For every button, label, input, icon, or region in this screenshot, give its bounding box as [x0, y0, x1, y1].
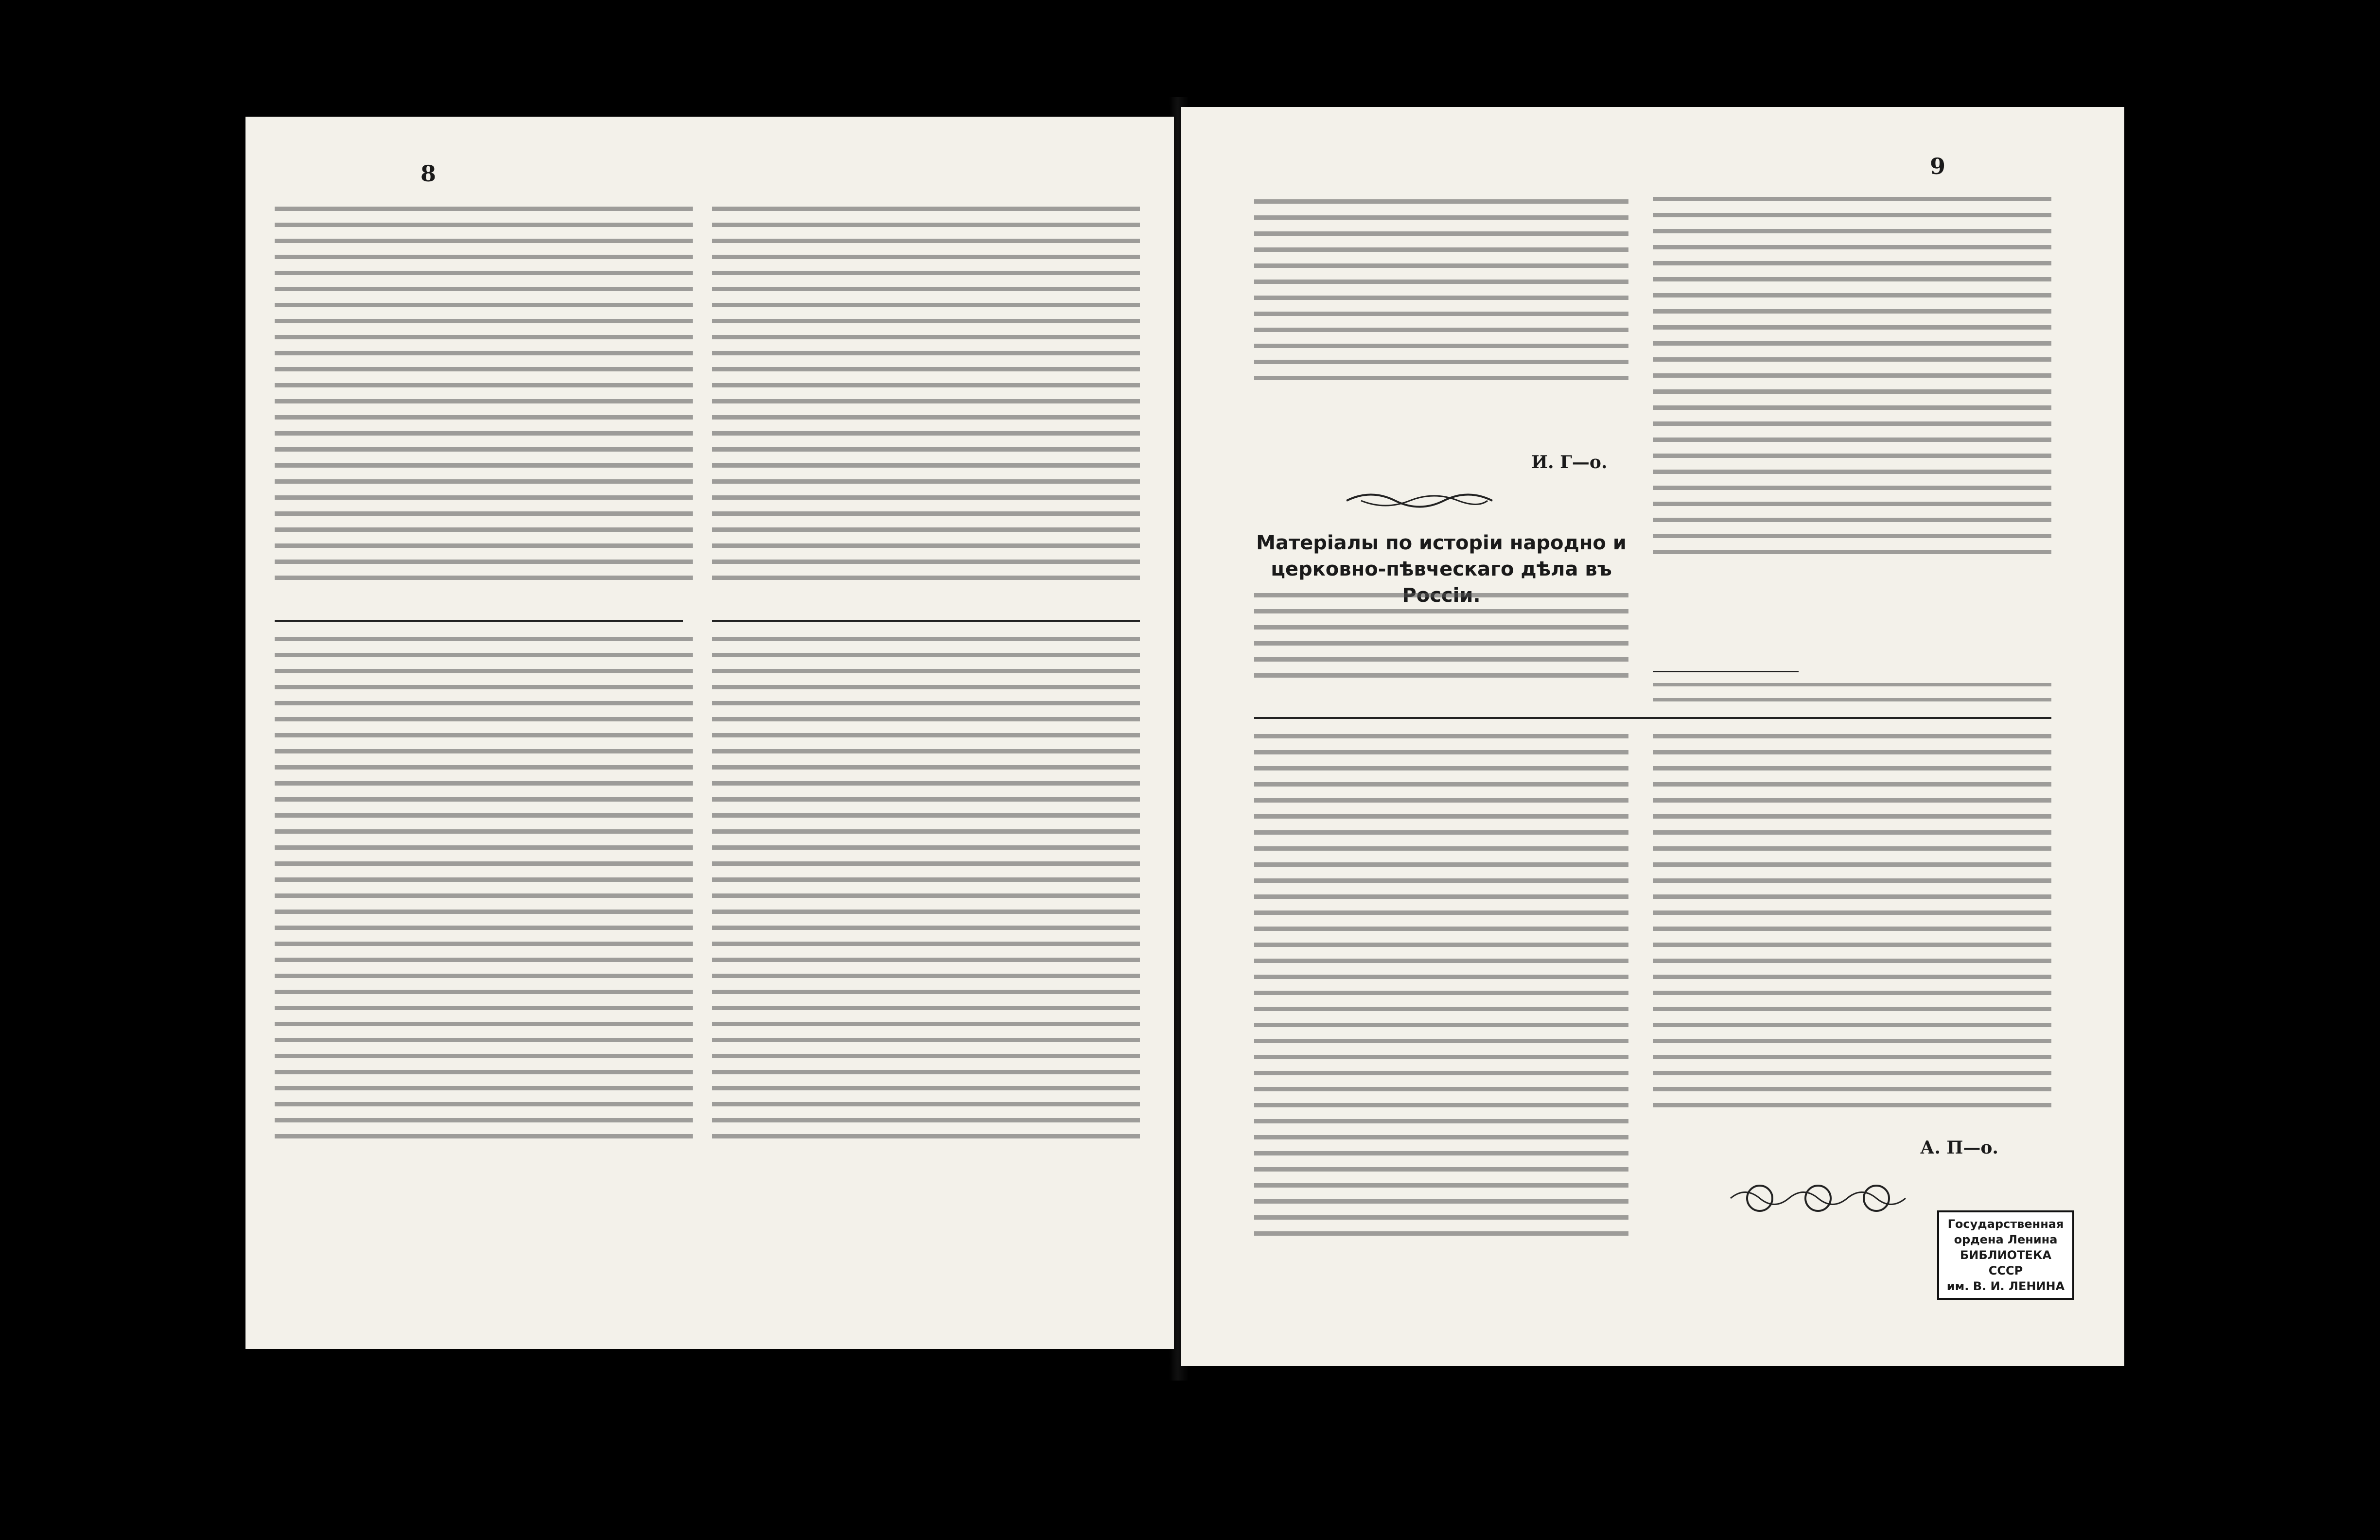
right-column-1-intro — [1254, 593, 1628, 689]
footnote-lines — [1653, 683, 2051, 713]
left-page — [245, 117, 1174, 1349]
left-column-2-bottom — [712, 637, 1140, 1150]
page-number-left: 8 — [420, 160, 437, 187]
right-column-2-top — [1653, 197, 2051, 566]
signature-first: И. Г—о. — [1531, 452, 1608, 472]
ornament-divider-bottom — [1726, 1181, 1910, 1215]
signature-second: А. П—о. — [1920, 1138, 1998, 1158]
page-number-right: 9 — [1930, 153, 1946, 179]
stamp-line-1: Государственная — [1947, 1217, 2064, 1231]
right-page-divider — [1254, 717, 2051, 719]
stamp-line-2: ордена Ленина — [1954, 1233, 2058, 1246]
right-page — [1181, 107, 2124, 1366]
left-column-1-top — [275, 207, 693, 592]
stamp-line-3: БИБЛИОТЕКА СССР — [1960, 1248, 2052, 1278]
stamp-line-4: им. В. И. ЛЕНИНА — [1946, 1279, 2065, 1293]
ornament-divider-top — [1342, 486, 1497, 515]
right-column-1-bottom — [1254, 734, 1628, 1247]
right-column-2-bottom — [1653, 734, 2051, 1119]
right-column-1-top — [1254, 199, 1628, 392]
left-page-divider-1 — [275, 620, 683, 622]
left-column-2-top — [712, 207, 1140, 592]
left-column-1-bottom — [275, 637, 693, 1150]
article-heading: Матеріалы по исторіи народно и церковно-пѣвческаго дѣла въ — [1256, 532, 1627, 580]
left-page-divider-2 — [712, 620, 1140, 622]
library-stamp — [1937, 1210, 2074, 1300]
footnote-rule — [1653, 671, 1799, 672]
